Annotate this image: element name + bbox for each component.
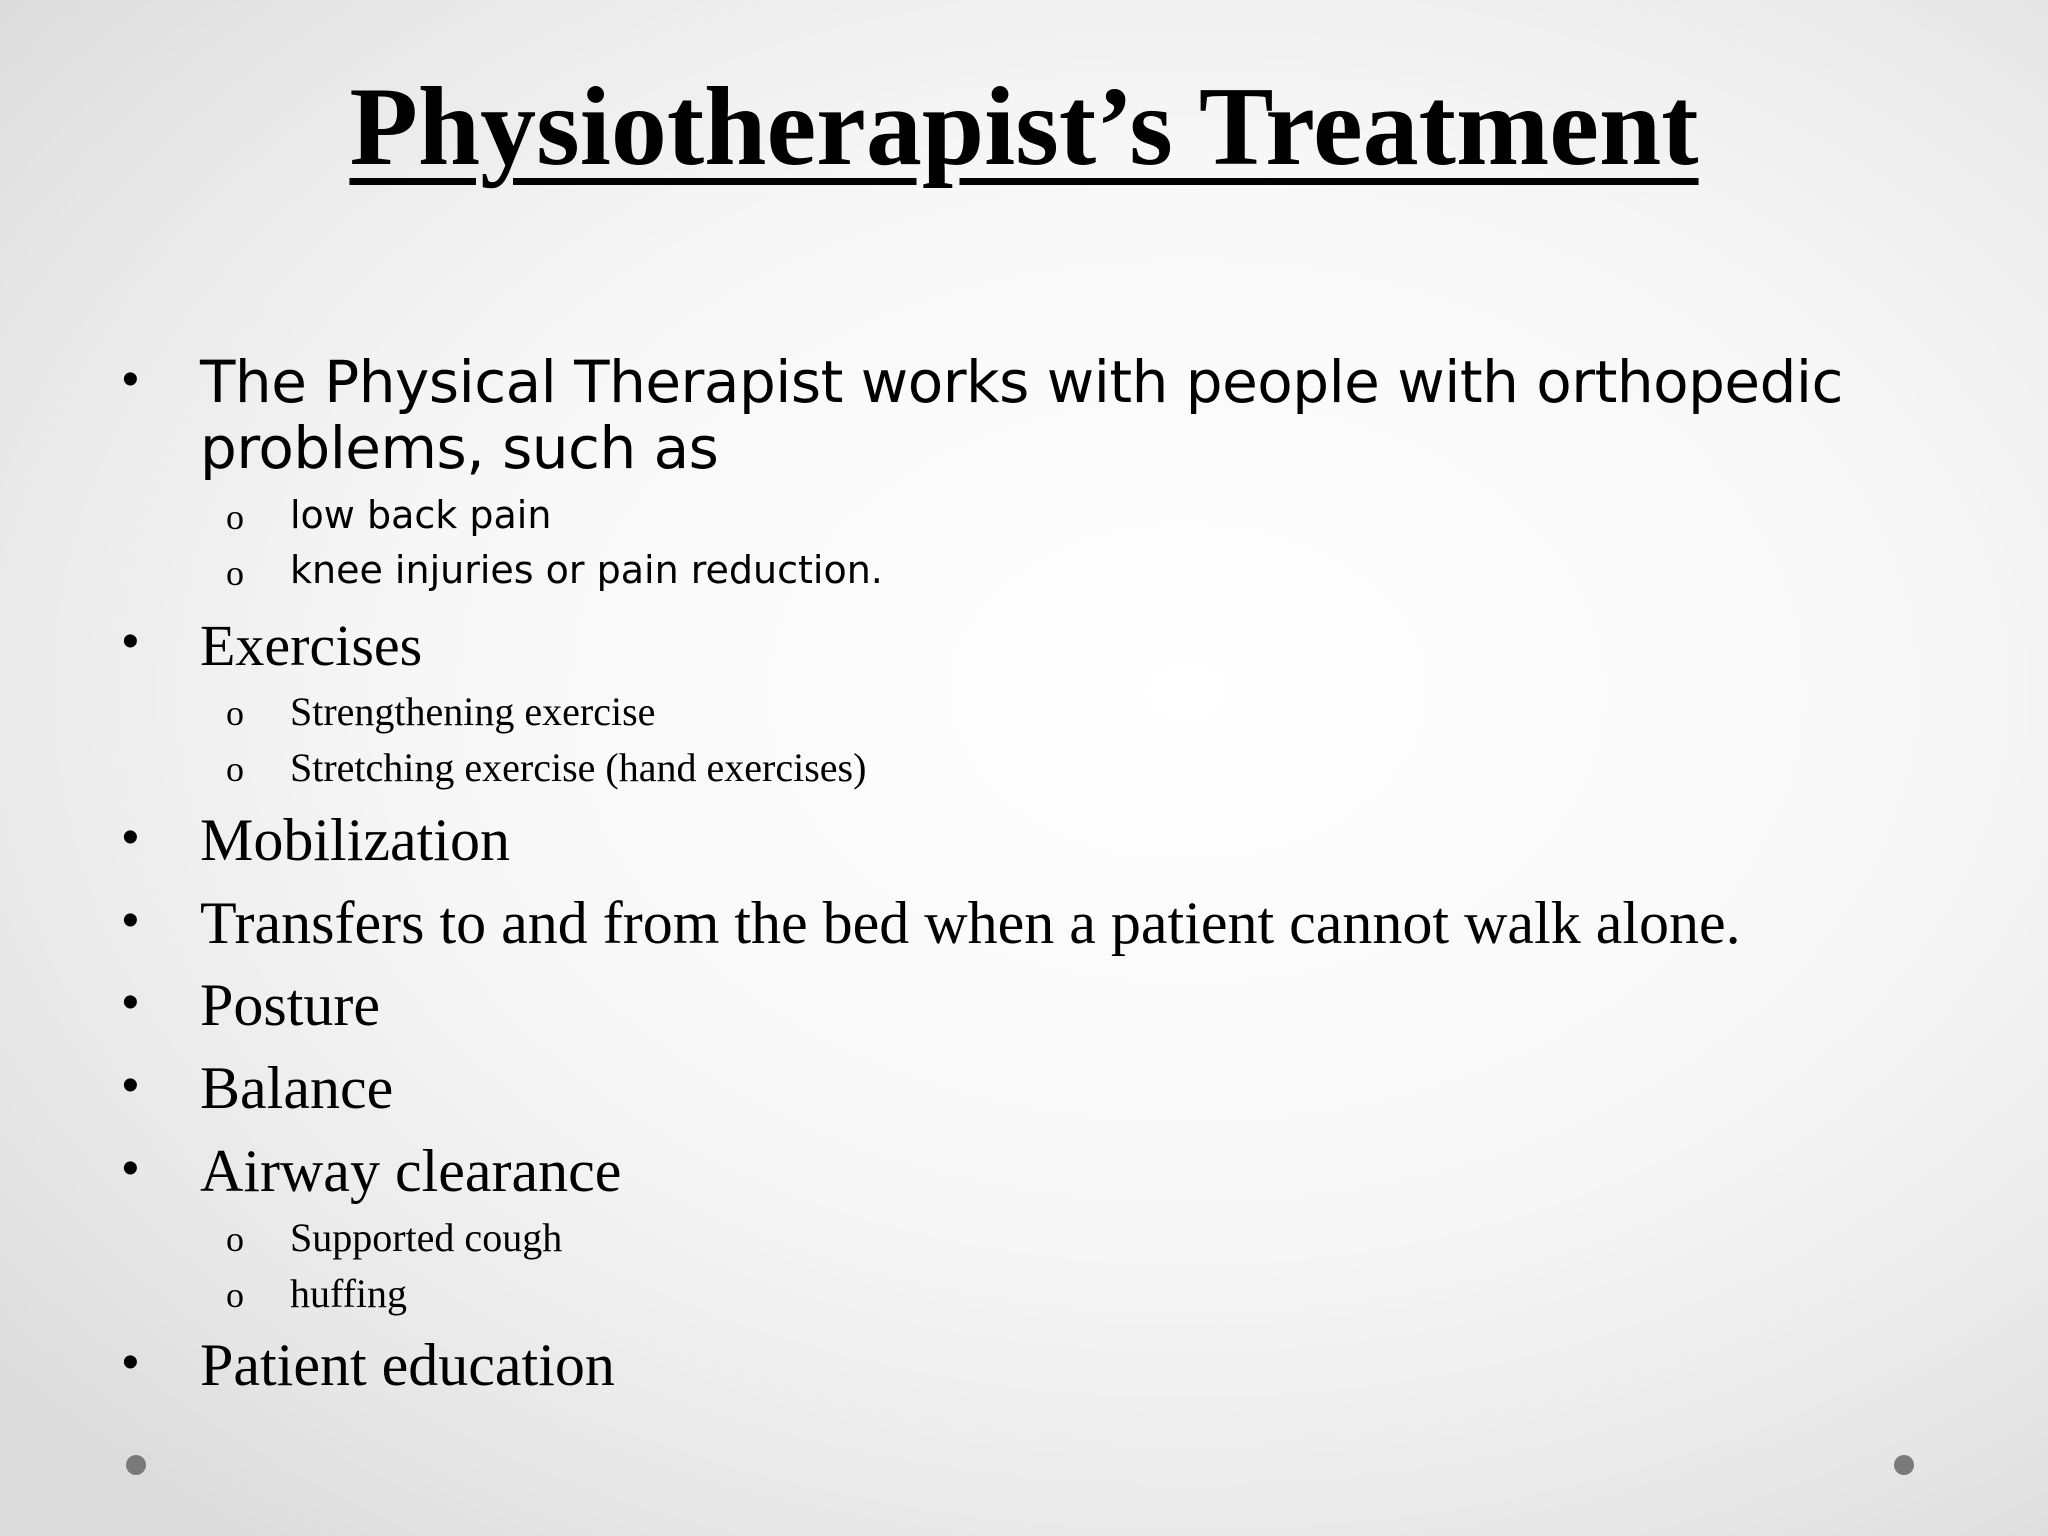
sub-bullet-icon: o [226, 553, 244, 593]
bullet-text-posture: Posture [200, 972, 380, 1038]
bullet-icon: • [122, 811, 139, 864]
bullet-text-balance: Balance [200, 1055, 394, 1121]
bullet-icon: • [122, 1142, 139, 1195]
sub-item-stretching: Stretching exercise (hand exercises) [290, 745, 867, 790]
bullet-text-orthopedic-line2: problems, such as [200, 414, 719, 482]
sub-item-strengthening: Strengthening exercise [290, 689, 656, 734]
bullet-text-patient-education: Patient education [200, 1332, 615, 1398]
bullet-icon: • [122, 353, 139, 406]
left-dot-icon [126, 1455, 146, 1475]
sub-bullet-icon: o [226, 749, 244, 789]
bullet-text-exercises: Exercises [200, 613, 423, 678]
sub-bullet-icon: o [226, 1275, 244, 1315]
bullet-text-orthopedic-line1: The Physical Therapist works with people with orthopedic [200, 348, 1843, 416]
bullet-icon: • [122, 615, 139, 668]
sub-bullet-icon: o [226, 693, 244, 733]
bullet-icon: • [122, 976, 139, 1029]
sub-bullet-icon: o [226, 497, 244, 537]
right-dot-icon [1894, 1455, 1914, 1475]
bullet-text-transfers: Transfers to and from the bed when a patient cannot walk alone. [200, 890, 1741, 956]
bullet-text-mobilization: Mobilization [200, 807, 510, 873]
sub-item-supported-cough: Supported cough [290, 1215, 563, 1260]
bullet-text-airway-clearance: Airway clearance [200, 1138, 622, 1204]
bullet-icon: • [122, 1336, 139, 1389]
sub-item-knee-injuries: knee injuries or pain reduction. [290, 548, 883, 592]
slide-title: Physiotherapist’s Treatment [349, 65, 1699, 189]
sub-bullet-icon: o [226, 1219, 244, 1259]
sub-item-huffing: huffing [290, 1271, 408, 1316]
sub-item-low-back-pain: low back pain [290, 493, 552, 537]
bullet-icon: • [122, 894, 139, 947]
bullet-icon: • [122, 1059, 139, 1112]
